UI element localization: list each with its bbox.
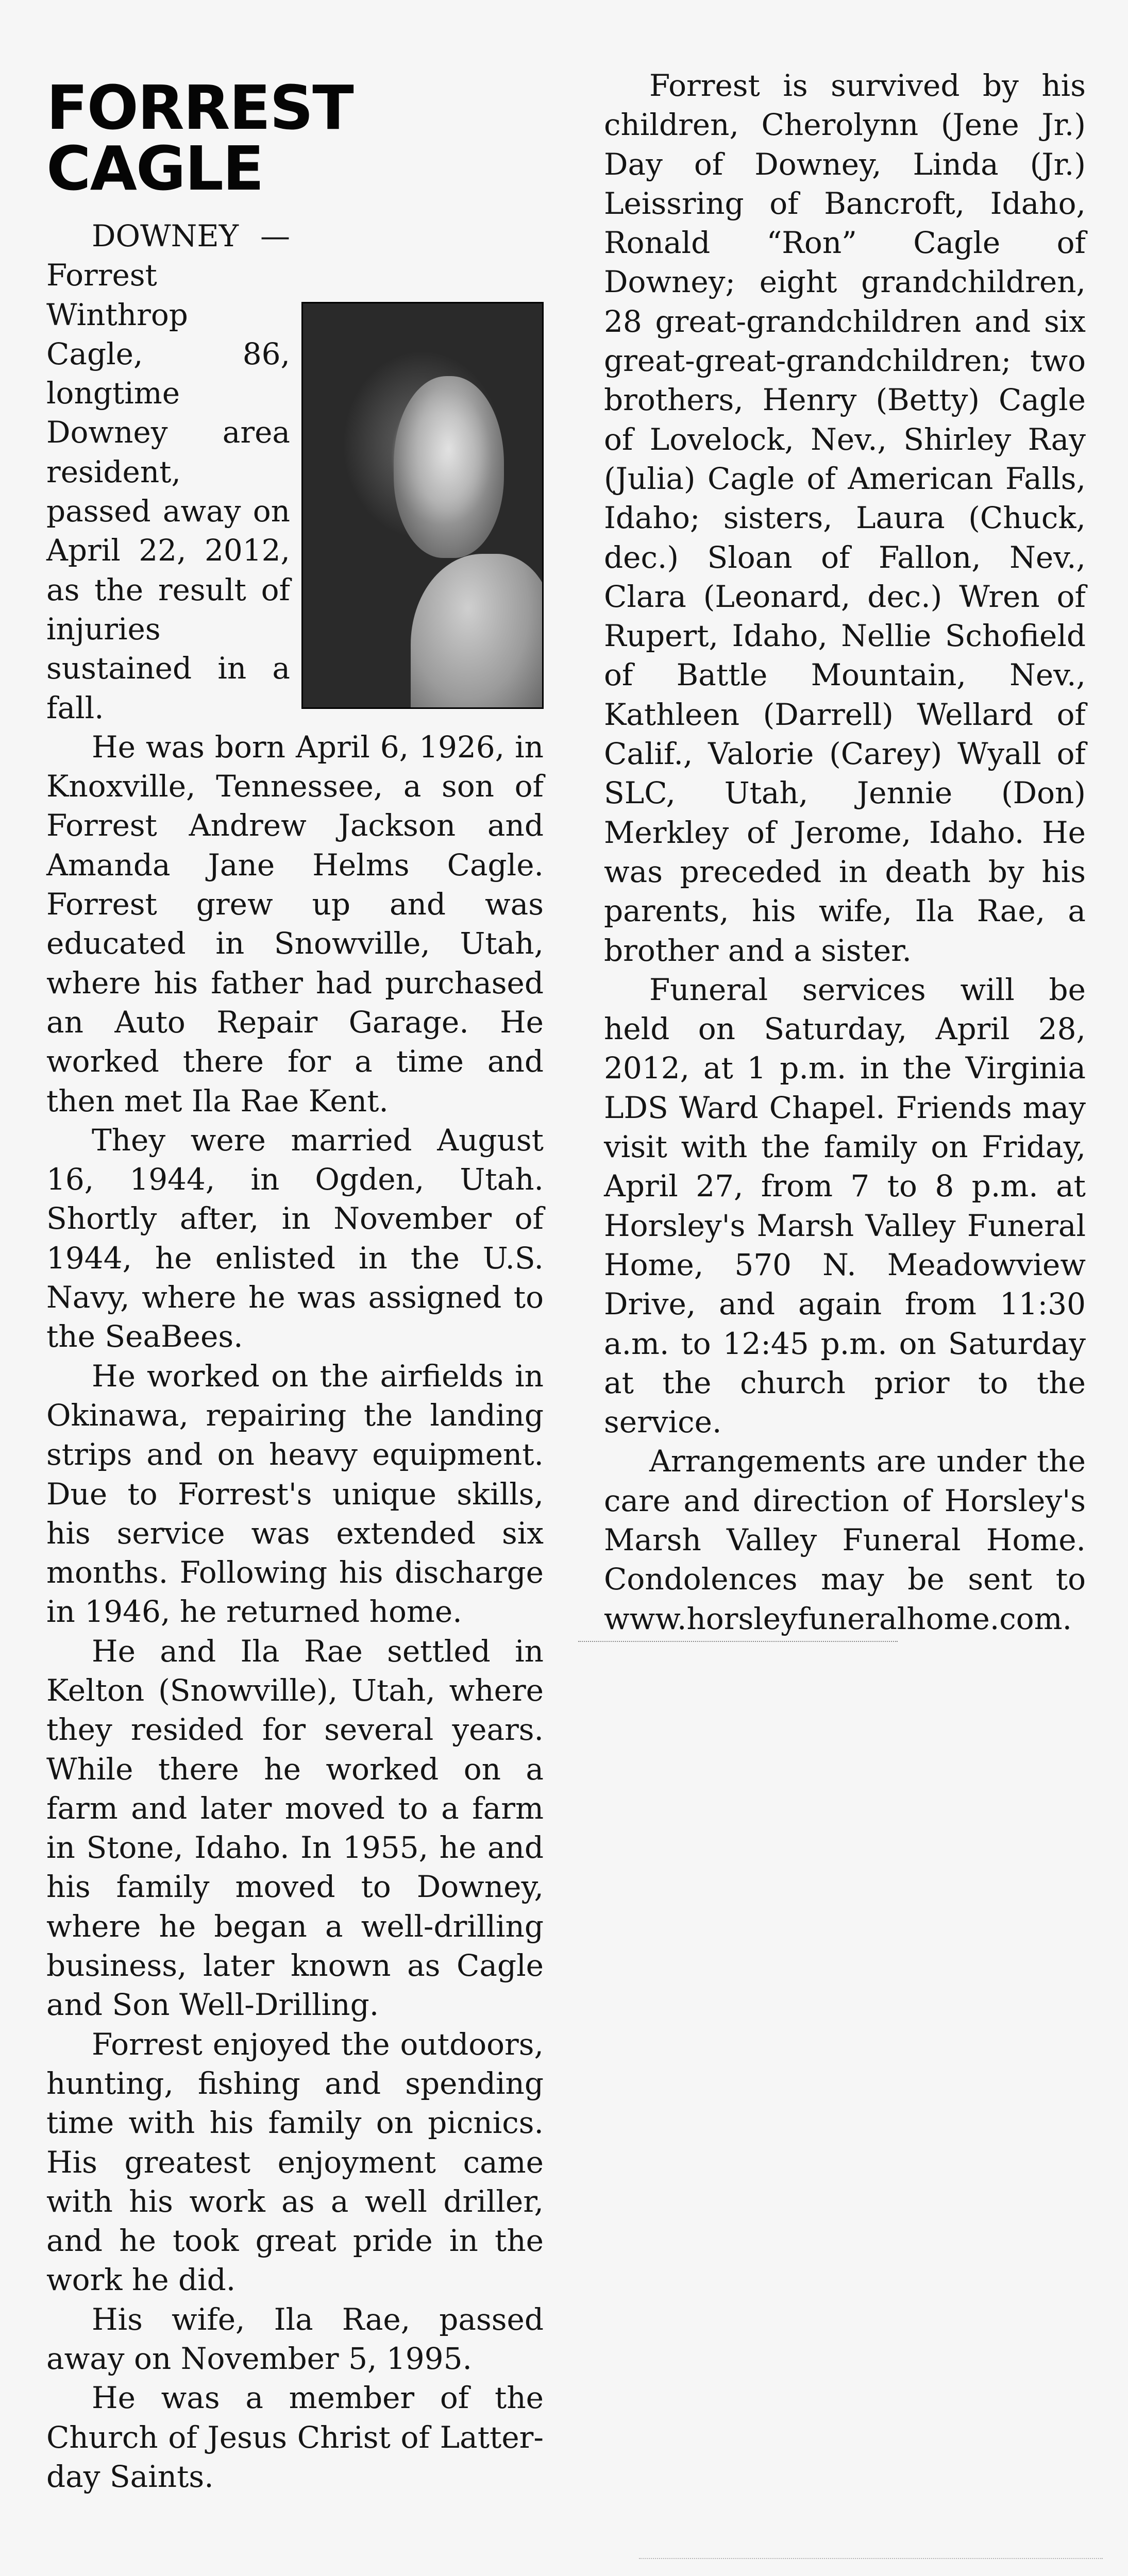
paragraph-hobbies: Forrest enjoyed the outdoors, hunting, fishing and spending time with his family on picnics. His greatest enjoyment came with his work as a well driller, and he took great pride in the work he did. [46, 2026, 544, 2298]
headline-first-name: FORREST [46, 72, 353, 143]
bottom-edge-divider [639, 2558, 1103, 2559]
left-column-body [46, 216, 544, 2496]
paragraph-funeral-services: Funeral services will be held on Saturday, April 28, 2012, at 1 p.m. in the Virginia LDS Ward Chapel. Friends may visit with the family on Friday, April 27, from 7 to 8 p.m. at Horsley's Marsh Valley Funeral Home, 570 N. Meadowview Drive, and again from 11:30 a.m. to 12:45 p.m. on Saturday at the church prior to the service. [604, 972, 1086, 1440]
obituary-headline [46, 72, 353, 204]
paragraph-wife: His wife, Ila Rae, passed away on November 5, 1995. [46, 2301, 544, 2377]
headline-last-name: CAGLE [46, 133, 263, 204]
paragraph-service: He worked on the airfields in Okinawa, repairing the landing strips and on heavy equipment. Due to Forrest's unique skills, his service was extended six months. Following his discharge in 1946, he returned home. [46, 1358, 544, 1630]
paragraph-career: He and Ila Rae settled in Kelton (Snowville), Utah, where they resided for several years. While there he worked on a farm and later moved to a farm in Stone, Idaho. In 1955, he and his family moved to Downey, where he began a well-drilling business, later known as Cagle and Son Well-Drilling. [46, 1633, 544, 2023]
paragraph-arrangements: Arrangements are under the care and direction of Horsley's Marsh Valley Funeral Home. Condolences may be sent to www.horsleyfuneralhome.com. [604, 1444, 1086, 1636]
end-divider [578, 1641, 898, 1642]
paragraph-early-life: He was born April 6, 1926, in Knoxville, Tennessee, a son of Forrest Andrew Jackson and Amanda Jane Helms Cagle. Forrest grew up and was educated in Snowville, Utah, where his father had purchased an Auto Repair Garage. He worked there for a time and then met Ila Rae Kent. [46, 729, 544, 1118]
paragraph-marriage-navy: They were married August 16, 1944, in Ogden, Utah. Shortly after, in November of 1944, he enlisted in the U.S. Navy, where he was assigned to the SeaBees. [46, 1122, 544, 1354]
portrait-face [394, 376, 503, 558]
paragraph-church: He was a member of the Church of Jesus Christ of Latter-day Saints. [46, 2380, 544, 2494]
portrait-photo [301, 302, 544, 709]
portrait-shirt [411, 554, 544, 709]
paragraph-intro: DOWNEY — Forrest Winthrop Cagle, 86, longtime Downey area resident, passed away on April 22, 2012, as the result of injuries sustained in a fall. [46, 218, 290, 725]
paragraph-survivors: Forrest is survived by his children, Cherolynn (Jene Jr.) Day of Downey, Linda (Jr.) Leissring of Bancroft, Idaho, Ronald “Ron” Cagle of Downey; eight grandchildren, 28 great-grandchildren and six great-great-grandchildren; two brothers, Henry (Betty) Cagle of Lovelock, Nev., Shirley Ray (Julia) Cagle of American Falls, Idaho; sisters, Laura (Chuck, dec.) Sloan of Fallon, Nev., Clara (Leonard, dec.) Wren of Rupert, Idaho, Nellie Schofield of Battle Mountain, Nev., Kathleen (Darrell) Wellard of Calif., Valorie (Carey) Wyall of SLC, Utah, Jennie (Don) Merkley of Jerome, Idaho. He was preceded in death by his parents, his wife, Ila Rae, a brother and a sister. [604, 68, 1086, 968]
right-column-body [604, 66, 1086, 1638]
